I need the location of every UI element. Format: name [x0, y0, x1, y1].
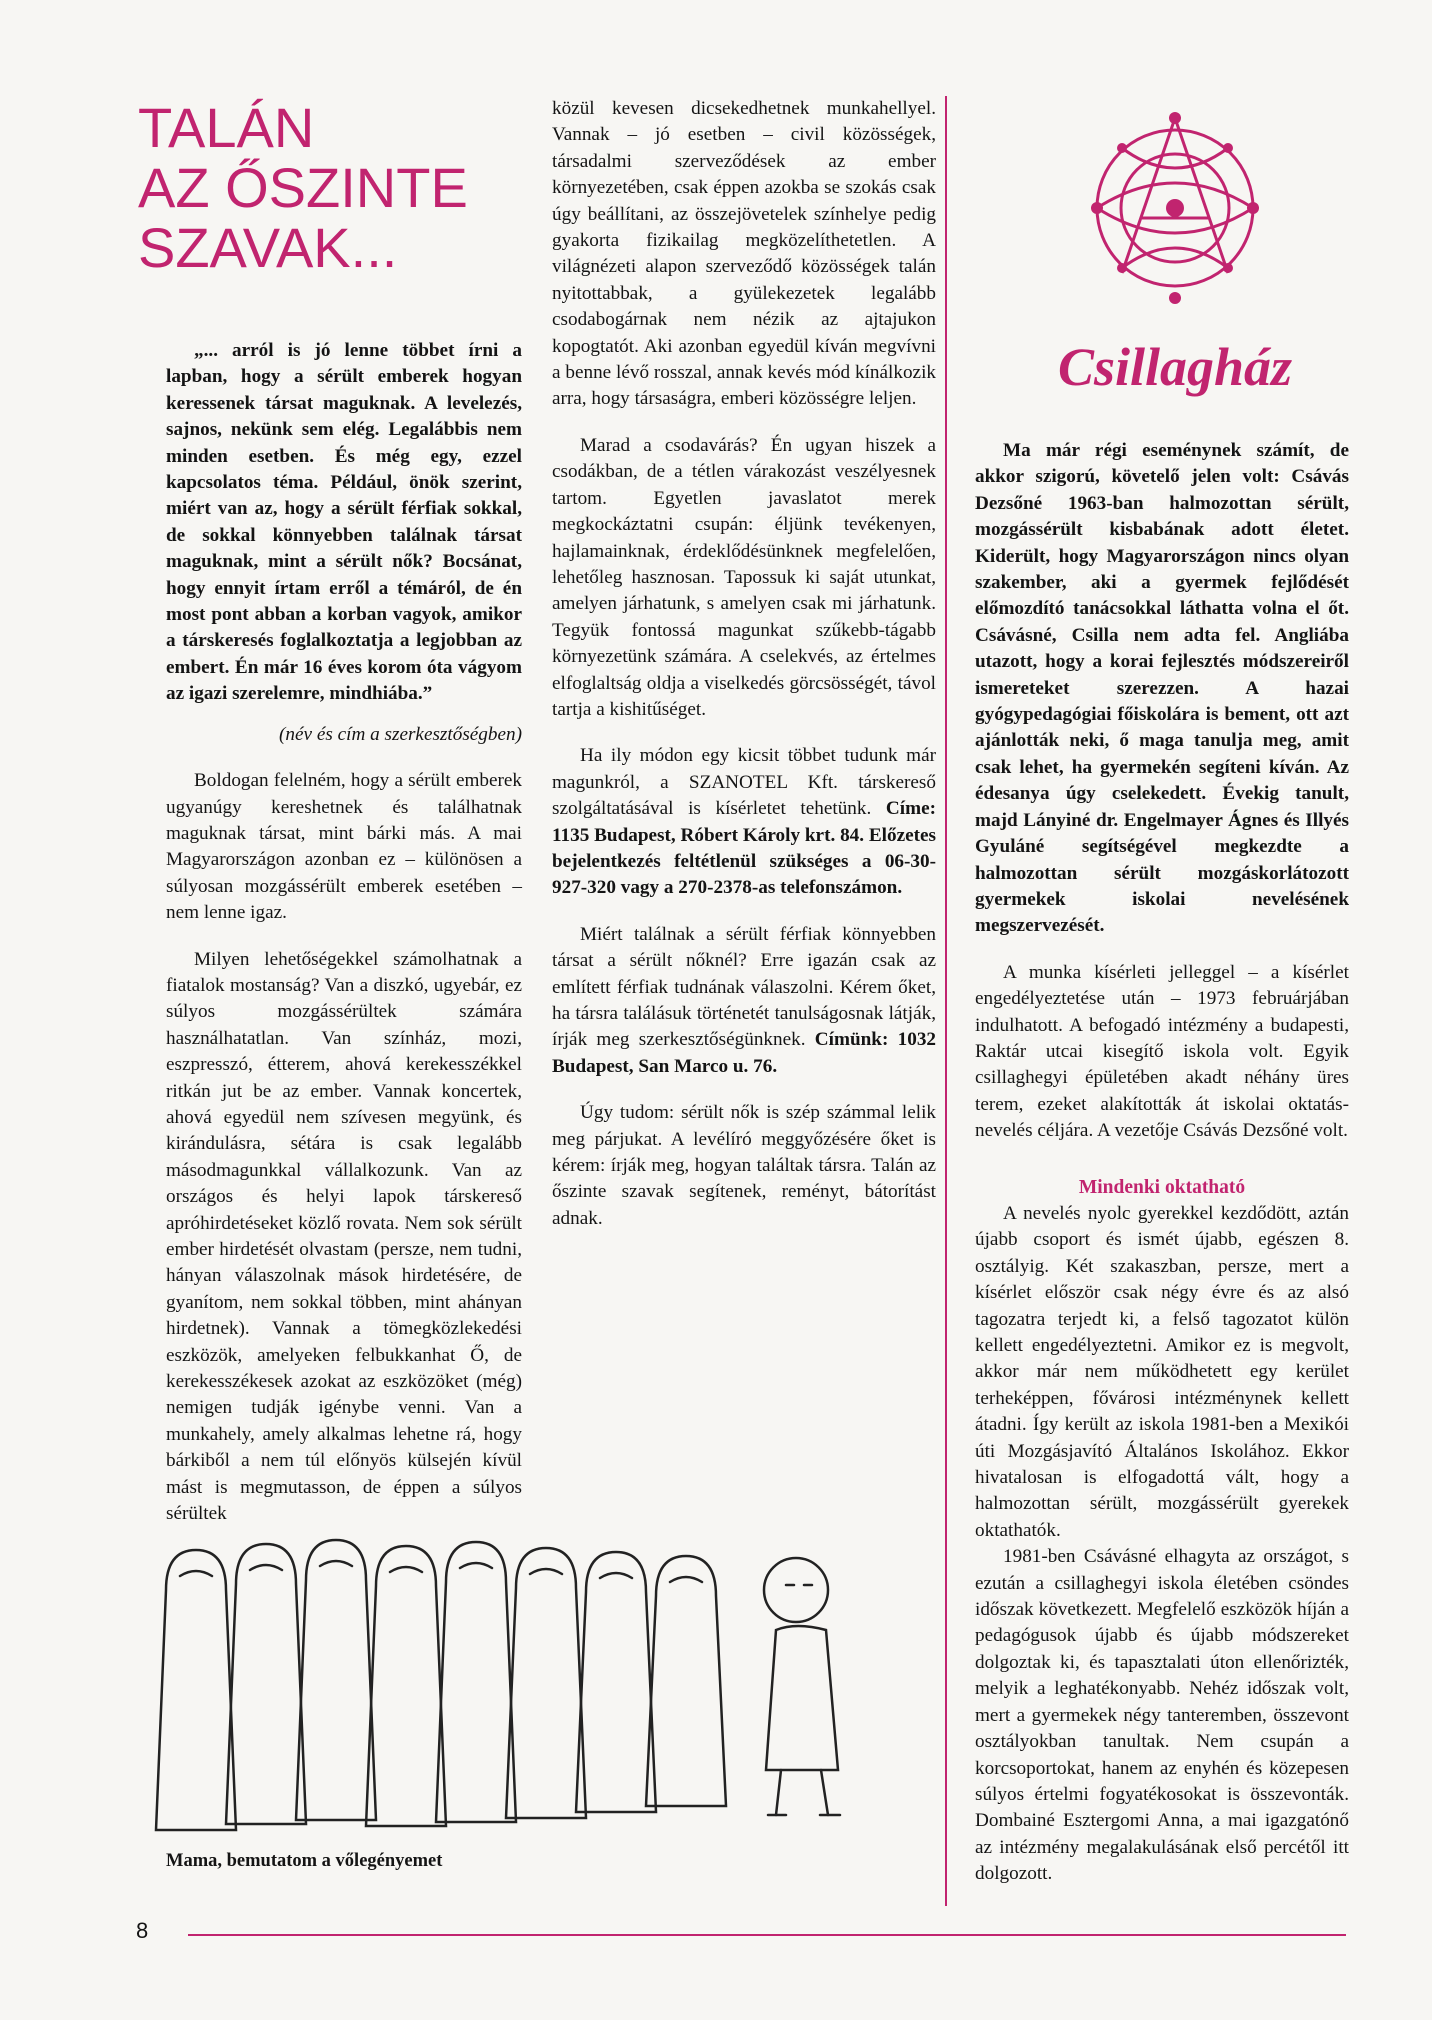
article-headline — [138, 98, 518, 278]
logo-text: Csillagház — [1057, 337, 1293, 397]
footer-rule — [188, 1934, 1346, 1936]
column2-paragraph-5: Úgy tudom: sérült nők is szép számmal lelik meg párjukat. A levélíró meggyőzésére őket is kérem: írják meg, hogyan találtak társra. Talán az őszinte szavak segítenek, reményt, bátorítást adnak. — [552, 1102, 936, 1229]
headline-line-1: TALÁN — [138, 96, 315, 159]
ornament-icon — [1002, 98, 1348, 338]
column2-paragraph-3 — [552, 743, 936, 901]
contact-intro: Ha ily módon egy kicsit többet tudunk már magunkról, a SZANOTEL Kft. társkereső szolgáltatásával is kísérletet tehetünk. — [552, 745, 936, 820]
column3-intro: Ma már régi eseménynek számít, de akkor szigorú, követelő jelen volt: Csávás Dezsőné 1963-ban halmozottan sérült, mozgássérült kisbabának adott életet. Kiderült, hogy Magyarországon nincs olyan szakember, aki a gyermek fejlődését előmozdító tanácsokkal láthatta volna el őt. Csávásné, Csilla nem adta fel. Angliába utazott, hogy a korai fejlesztés módszereiről ismereteket szerezzen. A hazai gyógypedagógiai főiskolára is bement, ott azt ajánlották neki, ő maga tanulja meg, amit csak lehet, ha gyermekén segíteni kíván. Az édesanya úgy cselekedett. Évekig tanult, majd Lányiné dr. Engelmayer Ágnes és Illyés Gyuláné segítségével megkezdte a halmozottan sérült mozgáskorlátozott gyermekek iskolai nevelésének megszervezését. — [975, 440, 1349, 937]
letter-source: (név és cím a szerkesztőségben) — [279, 723, 522, 745]
column1-paragraph-2: Milyen lehetőségekkel számolhatnak a fiatalok mostanság? Van a diszkó, ugyebár, ez súlyos mozgássérültek számára használhatatlan. Van színház, mozi, eszpresszó, étterem, ahová kerekesszékkel ritkán jut be az ember. Vannak koncertek, ahová egyedül nem szívesen megyünk, és kirándulásra, sétára is csak legalább másodmagunkkal vállalkozunk. Van az országos és helyi lapok társkereső apróhirdetéseket közlő rovata. Nem sok sérült ember hirdetését olvastam (persze, nem tudni, hányan válaszolnak mások hirdetésére, de gyanítom, nem sokkal többen, mint ahányan hirdetnek). Vannak a tömegközlekedési eszközök, amelyeken felbukkanhat Ő, de kerekesszékesek azokat az eszközöket (még) nemigen tudják igénybe venni. Van a munkahely, amely alkalmas lehetne rá, hogy bárkiből a nem túl előnyös külsején kívül mást is megmutasson, de éppen a súlyos sérültek — [166, 948, 522, 1525]
question-text: Miért találnak a sérült férfiak könnyebben társat a sérült nőknél? Erre igazán csak az említett férfiak tudnának válaszolni. Kérem őket, ha társra találásuk történetét tanulságosnak látják, írják meg szerkesztőségünknek. — [552, 923, 936, 1051]
column-1 — [166, 338, 522, 1527]
column3-paragraph-1: A munka kísérleti jelleggel – a kísérlet engedélyeztetése után – 1973 februárjában indulhatott. A befogadó intézmény a budapesti, Raktár utcai kisegítő iskola volt. Egyik csillaghegyi épületében akadt néhány üres terem, ezeket alakították át iskolai oktatás-nevelés céljára. A vezetője Csávás Dezsőné volt. — [975, 961, 1349, 1142]
column-divider — [945, 96, 947, 1906]
column2-paragraph-2: Marad a csodavárás? Én ugyan hiszek a csodákban, de a tétlen várakozást veszélyesnek tartom. Egyetlen javaslatot merek megkockáztatni csupán: éljünk tevékenyen, hajlamainknak, érdeklődésünknek megfelelően, lehetőleg hasznosan. Tapossuk ki saját utunkat, amelyen járhatunk, s amelyen csak mi járhatunk. Tegyük fontossá magunkat szűkebb-tágabb környezetünk számára. A cselekvés, az értelmes elfoglaltság oldja a viselkedés görcsösségét, távol tartja a kishitűséget. — [552, 434, 936, 720]
headline-line-3: SZAVAK... — [138, 216, 398, 279]
column2-paragraph-4 — [552, 922, 936, 1080]
reader-letter-quote: „... arról is jó lenne többet írni a lapban, hogy a sérült emberek hogyan keressenek társat maguknak. A levelezés, sajnos, nekünk sem elég. Legalábbis nem minden esetben. És még egy, ezzel kapcsolatos téma. Például, önök szerint, miért van az, hogy a sérült férfiak sokkal, de sokkal könnyebben találnak társat maguknak, mint a sérült nők? Bocsánat, hogy ennyit írtam erről a témáról, de én most pont abban a korban vagyok, amikor a társkeresés foglalkoztatja a legjobban az embert. Én már 16 éves korom óta vágyom az igazi szerelemre, mindhiába.” — [166, 340, 522, 705]
editorial-address: Címünk: 1032 Budapest, San Marco u. 76. — [552, 1029, 937, 1077]
column1-paragraph-1: Boldogan felelném, hogy a sérült emberek ugyanúgy kereshetnek és találhatnak maguknak társat, mint bárki más. A mai Magyarországon azonban ez – különösen a súlyosan mozgássérült emberek esetében – nem lenne igaz. — [166, 770, 522, 924]
page-number: 8 — [136, 1918, 149, 1943]
column-2 — [552, 96, 936, 1232]
contact-address: Címe: 1135 Budapest, Róbert Károly krt. 84. Előzetes bejelentkezés feltétlenül szükséges a 06-30-927-320 vagy a 270-2378-as telefonszámon. — [552, 798, 936, 899]
section-subheading: Mindenki oktatható — [1078, 1176, 1246, 1198]
column-3 — [975, 438, 1349, 1888]
column2-paragraph-1: közül kevesen dicsekedhetnek munkahellyel. Vannak – jó esetben – civil közösségek, társadalmi szerveződések az ember környezetében, csak éppen azokba se szokás csak úgy beállítani, az összejövetelek színhelye pedig gyakorta fizikailag megközelíthetetlen. A világnézeti alapon szerveződő közösségek talán nyitottabbak, a gyülekezetek legalább csodabogárnak nem nézik az ajtajukon kopogtatót. Aki azonban egyedül kíván megvívni a benne lévő rosszal, annak kevés mód kínálkozik arra, hogy társaságra, emberi közösségre leljen. — [552, 98, 936, 410]
cartoon-drawing — [146, 1530, 916, 1846]
csillaghaz-logo — [1002, 98, 1348, 426]
headline-line-2: AZ ŐSZINTE — [138, 156, 468, 219]
column3-paragraph-3: 1981-ben Csávásné elhagyta az országot, s ezután a csillaghegyi iskola életében csöndes időszak következett. Megfelelő eszközök híján a pedagógusok újabb és újabb módszereket dolgoztak ki, és tapasztalati úton ellenőrizték, melyik a leghatékonyabb. Nehéz időszak volt, mert a gyermekek négy tanteremben, összevont osztályokban tanultak. Nem csupán a korcsoportokat, hanem az enyhén és közepesen súlyos értelmi fogyatékosokat is összevonták. Dombainé Esztergomi Anna, a mai igazgatónő az intézmény megalakulásának első percétől itt dolgozott. — [975, 1546, 1349, 1885]
column3-paragraph-2: A nevelés nyolc gyerekkel kezdődött, aztán újabb csoport és ismét újabb, egészen 8. osztályig. Két szakaszban, persze, mert a kísérlet először csak négy évre és az alsó tagozatra terjedt ki, a felső tagozatot külön kellett engedélyeztetni. Amikor ez is megvolt, akkor már nem működhetett egy kerület terheképpen, fővárosi intézménynek kellett átadni. Így került az iskola 1981-ben a Mexikói úti Mozgásjavító Általános Iskolához. Ekkor hivatalosan is elfogadottá vált, hogy a halmozottan sérült, mozgássérült gyerekek oktathatók. — [975, 1202, 1349, 1541]
cartoon-caption: Mama, bemutatom a vőlegényemet — [166, 1851, 443, 1871]
cartoon-illustration — [146, 1530, 916, 1846]
